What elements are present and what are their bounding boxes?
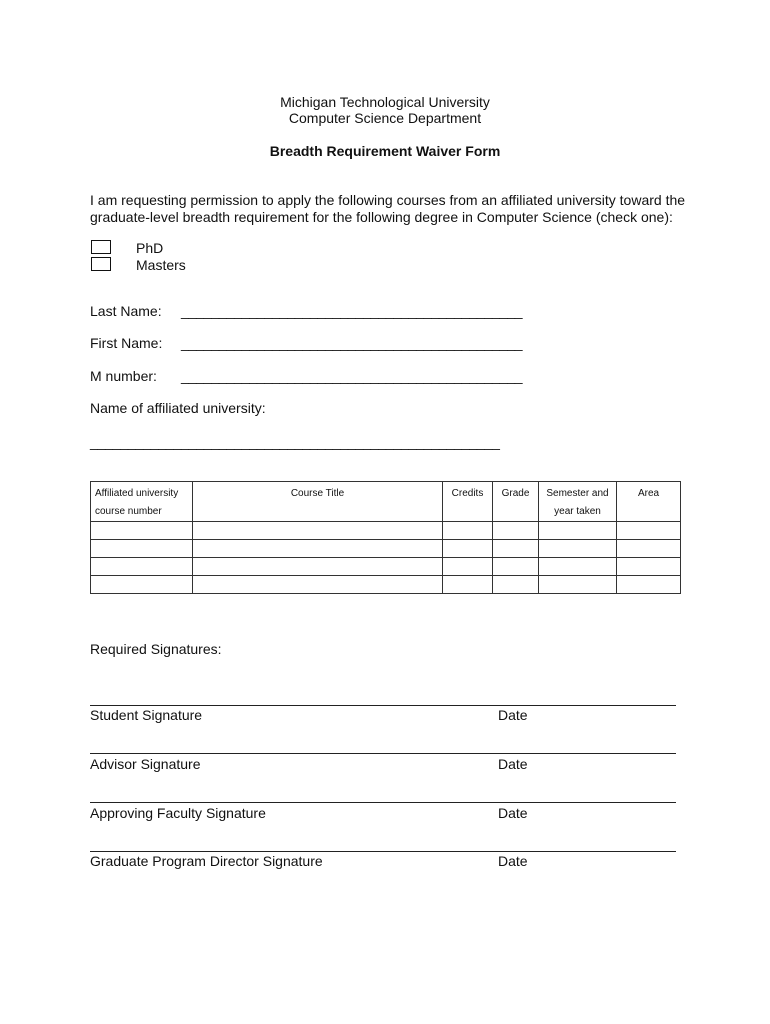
header-area-text: Area [637,488,660,499]
cell-grade[interactable] [493,558,539,576]
department-name: Computer Science Department [288,110,482,126]
cell-grade[interactable] [493,576,539,594]
cell-grade[interactable] [493,522,539,540]
director-signature-label: Graduate Program Director Signature [90,853,323,869]
header-course-number-line-2: course number [95,506,162,517]
cell-credits[interactable] [443,540,493,558]
m-number-label: M number: [90,368,157,384]
advisor-date-label: Date [498,756,528,772]
faculty-signature-label: Approving Faculty Signature [90,805,266,821]
header-semester-line-2: year taken [554,506,601,517]
university-name: Michigan Technological University [280,94,490,110]
table-header-row [91,482,681,522]
cell-course-number[interactable] [91,558,193,576]
header-course-title [193,482,443,522]
cell-course-title[interactable] [193,522,443,540]
masters-label: Masters [136,257,186,273]
cell-area[interactable] [617,540,681,558]
cell-semester[interactable] [539,558,617,576]
last-name-field[interactable]: _____________________________________________ [181,303,523,319]
cell-area[interactable] [617,522,681,540]
student-date-label: Date [498,707,528,723]
cell-course-number[interactable] [91,522,193,540]
table-row [91,540,681,558]
cell-semester[interactable] [539,576,617,594]
header-credits-text: Credits [451,488,484,499]
header-course-title-text: Course Title [290,488,345,499]
header-credits [443,482,493,522]
cell-semester[interactable] [539,540,617,558]
intro-line-2: graduate-level breadth requirement for the following degree in Computer Science (check one): [90,209,673,225]
director-signature-line[interactable] [90,851,676,852]
course-table [90,481,681,594]
table-row [91,558,681,576]
cell-course-title[interactable] [193,540,443,558]
header-grade-text: Grade [501,488,530,499]
phd-label: PhD [136,240,164,256]
director-date-label: Date [498,853,528,869]
header-semester-line-1: Semester and [546,488,609,499]
cell-credits[interactable] [443,522,493,540]
faculty-date-label: Date [498,805,528,821]
cell-course-title[interactable] [193,558,443,576]
header-course-number-line-1: Affiliated university [95,488,179,499]
cell-course-title[interactable] [193,576,443,594]
student-signature-label: Student Signature [90,707,203,723]
cell-semester[interactable] [539,522,617,540]
first-name-field[interactable]: _____________________________________________ [181,335,523,351]
table-row [91,576,681,594]
phd-checkbox[interactable] [91,240,111,254]
faculty-signature-line[interactable] [90,802,676,803]
first-name-label: First Name: [90,335,163,351]
affiliated-university-field[interactable]: ______________________________________________________ [90,434,500,450]
cell-area[interactable] [617,576,681,594]
header-grade [493,482,539,522]
last-name-label: Last Name: [90,303,162,319]
header-area [617,482,681,522]
cell-grade[interactable] [493,540,539,558]
cell-credits[interactable] [443,576,493,594]
cell-course-number[interactable] [91,576,193,594]
advisor-signature-label: Advisor Signature [90,756,201,772]
cell-area[interactable] [617,558,681,576]
m-number-field[interactable]: _____________________________________________ [181,368,523,384]
form-title: Breadth Requirement Waiver Form [269,143,501,159]
cell-course-number[interactable] [91,540,193,558]
masters-checkbox[interactable] [91,257,111,271]
advisor-signature-line[interactable] [90,753,676,754]
signatures-heading: Required Signatures: [90,641,222,657]
table-row [91,522,681,540]
header-course-number [91,482,193,522]
header-semester [539,482,617,522]
intro-line-1: I am requesting permission to apply the following courses from an affiliated university toward the [90,192,686,208]
cell-credits[interactable] [443,558,493,576]
affiliated-university-label: Name of affiliated university: [90,400,266,416]
student-signature-line[interactable] [90,705,676,706]
